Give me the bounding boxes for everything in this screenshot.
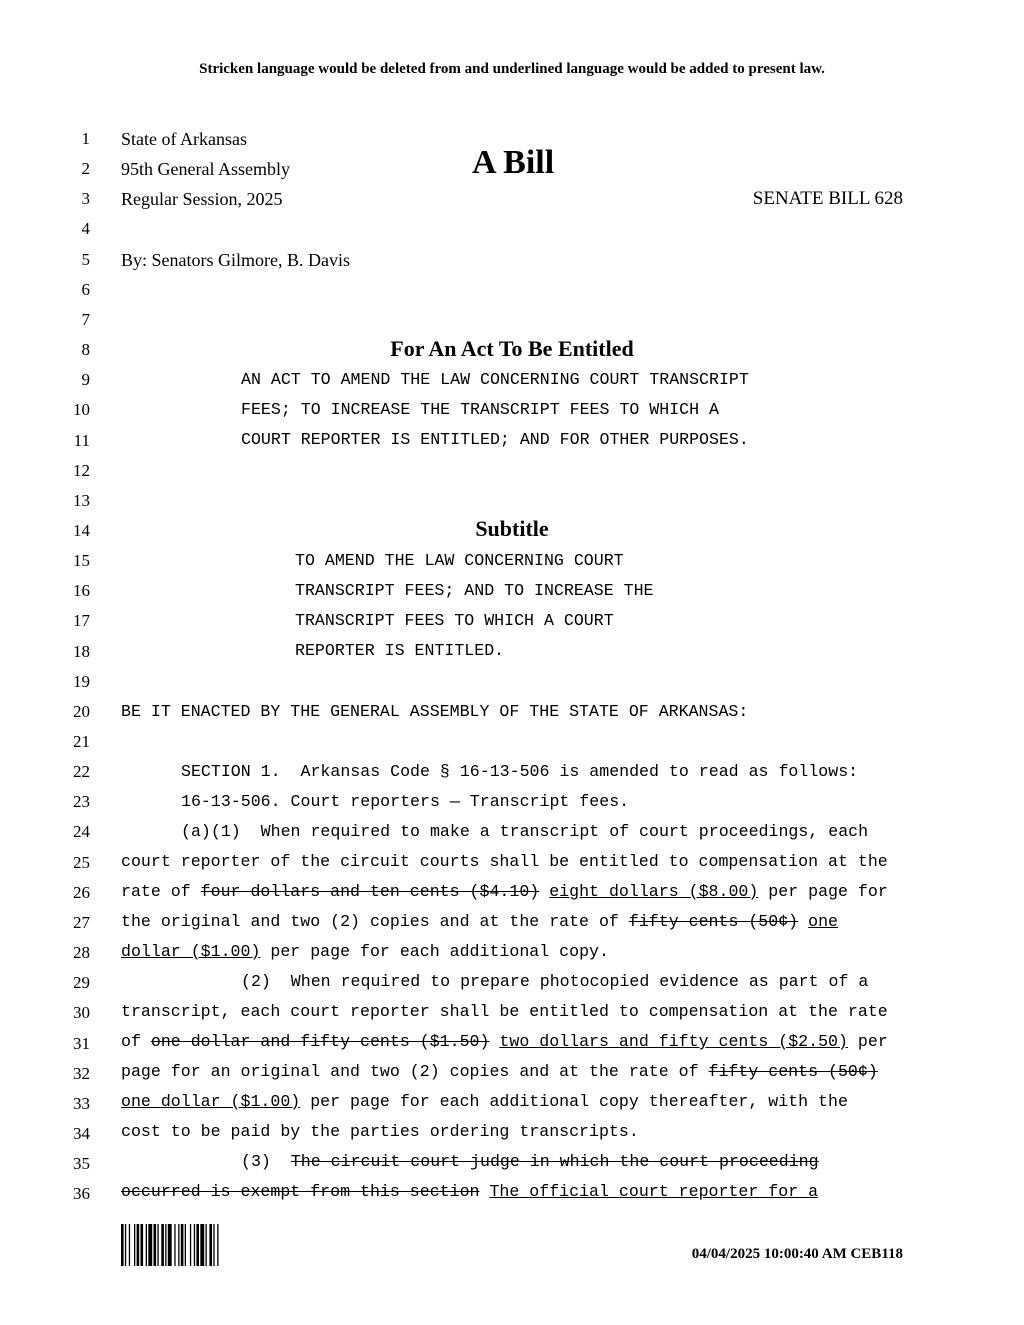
line-number: 9 (81, 370, 90, 390)
body-text: page for an original and two (2) copies and at the rate of (121, 1062, 709, 1081)
line-number: 19 (73, 671, 90, 691)
body-line: (2) When required to prepare photocopied evidence as part of a (241, 972, 869, 991)
line-number: 27 (73, 912, 90, 932)
stricken-text: occurred is exempt from this section (121, 1182, 480, 1201)
stricken-text: The circuit court judge in which the court proceeding (290, 1152, 819, 1171)
stricken-text: fifty cents (50¢) (628, 912, 799, 931)
line-number: 13 (73, 490, 90, 510)
body-line (121, 937, 609, 967)
body-line (241, 1147, 819, 1177)
barcode-bar (185, 1224, 186, 1266)
body-text: per page for (758, 882, 888, 901)
barcode-bar (161, 1224, 164, 1266)
body-line (121, 1087, 848, 1117)
line-number: 25 (73, 852, 90, 872)
body-text: (3) (241, 1152, 291, 1171)
barcode-bar (134, 1224, 135, 1266)
line-number: 34 (73, 1123, 90, 1143)
added-text: one dollar ($1.00) (121, 1092, 301, 1111)
barcode-bar (157, 1224, 158, 1266)
line-number: 24 (73, 822, 90, 842)
barcode-bar (213, 1224, 214, 1266)
line-number: 26 (73, 882, 90, 902)
subtitle-line: REPORTER IS ENTITLED. (295, 641, 505, 660)
body-line (121, 1027, 888, 1057)
body-text: of (121, 1032, 151, 1051)
enacting-clause: BE IT ENACTED BY THE GENERAL ASSEMBLY OF THE STATE OF ARKANSAS: (121, 702, 749, 721)
stricken-text: four dollars and ten cents ($4.10) (200, 882, 540, 901)
body-line (121, 1177, 818, 1207)
barcode-bar (206, 1224, 207, 1266)
body-line: (a)(1) When required to make a transcript of court proceedings, each (181, 822, 869, 841)
line-number: 30 (73, 1003, 90, 1023)
line-number: 8 (81, 340, 90, 360)
line-number: 22 (73, 762, 90, 782)
document-title: A Bill (472, 144, 555, 181)
line-number: 14 (73, 520, 90, 540)
body-text: rate of (121, 882, 201, 901)
amendment-notice: Stricken language would be deleted from and underlined language would be added to present law. (199, 61, 825, 77)
bill-number: SENATE BILL 628 (752, 188, 903, 209)
body-line: court reporter of the circuit courts shall be entitled to compensation at the (121, 852, 888, 871)
line-number: 28 (73, 943, 90, 963)
barcode-bar (165, 1224, 166, 1266)
barcode-bar (196, 1224, 199, 1266)
subtitle-line: TRANSCRIPT FEES; AND TO INCREASE THE (295, 581, 654, 600)
barcode-bar (194, 1224, 195, 1266)
barcode-bar (200, 1224, 204, 1266)
line-number: 32 (73, 1063, 90, 1083)
stricken-text: fifty cents (50¢) (708, 1062, 878, 1081)
body-line: cost to be paid by the parties ordering transcripts. (121, 1122, 639, 1141)
act-title-line: COURT REPORTER IS ENTITLED; AND FOR OTHER PURPOSES. (241, 430, 749, 449)
line-number: 2 (81, 159, 90, 179)
body-line (121, 1057, 878, 1087)
stricken-text: one dollar and fifty cents ($1.50) (150, 1032, 490, 1051)
line-number: 7 (81, 309, 90, 329)
act-heading: For An Act To Be Entitled (390, 336, 634, 361)
barcode-bar (146, 1224, 147, 1266)
code-section-title: 16-13-506. Court reporters — Transcript fees. (181, 792, 630, 811)
line-number: 12 (73, 460, 90, 480)
added-text: one (808, 912, 838, 931)
line-number: 6 (81, 279, 90, 299)
barcode-bar (168, 1224, 172, 1266)
barcode-bar (190, 1224, 191, 1266)
barcode-bar (141, 1224, 144, 1266)
body-text (479, 1182, 489, 1201)
line-number: 23 (73, 792, 90, 812)
line-number: 35 (73, 1154, 90, 1174)
body-text: the original and two (2) copies and at the rate of (121, 912, 629, 931)
line-number: 18 (73, 641, 90, 661)
line-number: 1 (81, 129, 90, 148)
added-text: two dollars and fifty cents ($2.50) (499, 1032, 848, 1051)
line-number: 11 (73, 430, 90, 450)
added-text: The official court reporter for a (489, 1182, 819, 1201)
line-number: 5 (81, 249, 90, 269)
line-number: 33 (73, 1093, 90, 1113)
body-text (798, 912, 808, 931)
barcode-bar (174, 1224, 175, 1266)
body-text: per (847, 1032, 888, 1051)
barcode-icon (121, 1224, 249, 1266)
line-number: 29 (73, 973, 90, 993)
general-assembly: 95th General Assembly (121, 159, 290, 179)
added-text: eight dollars ($8.00) (549, 882, 759, 901)
body-text: per page for each additional copy thereafter, with the (300, 1092, 848, 1111)
session-label: Regular Session, 2025 (121, 189, 283, 209)
body-text (489, 1032, 499, 1051)
state-name: State of Arkansas (121, 129, 247, 149)
subtitle-line: TO AMEND THE LAW CONCERNING COURT (295, 551, 624, 570)
body-text: per page for each additional copy. (260, 942, 609, 961)
body-text (539, 882, 549, 901)
barcode-bar (154, 1224, 157, 1266)
barcode-bar (137, 1224, 140, 1266)
act-title-line: FEES; TO INCREASE THE TRANSCRIPT FEES TO WHICH A (241, 400, 719, 419)
line-number: 4 (81, 219, 90, 239)
line-number: 31 (73, 1033, 90, 1053)
document-timestamp: 04/04/2025 10:00:40 AM CEB118 (691, 1246, 903, 1262)
sponsors: By: Senators Gilmore, B. Davis (121, 250, 350, 270)
barcode-bar (121, 1224, 124, 1266)
subtitle-heading: Subtitle (475, 516, 549, 541)
line-number: 16 (73, 581, 90, 601)
line-number: 17 (73, 611, 90, 631)
added-text: dollar ($1.00) (121, 942, 261, 961)
body-line (121, 877, 888, 907)
barcode-bar (178, 1224, 179, 1266)
barcode-bar (129, 1224, 130, 1266)
line-number: 3 (81, 189, 90, 209)
line-number: 21 (73, 732, 90, 751)
barcode-bar (125, 1224, 126, 1266)
barcode-bar (181, 1224, 184, 1266)
barcode-bar (148, 1224, 152, 1266)
barcode-bar (217, 1224, 218, 1266)
body-line: transcript, each court reporter shall be entitled to compensation at the rate (121, 1002, 888, 1021)
section-heading: SECTION 1. Arkansas Code § 16-13-506 is amended to read as follows: (181, 762, 859, 781)
act-title-line: AN ACT TO AMEND THE LAW CONCERNING COURT TRANSCRIPT (241, 370, 749, 389)
line-number: 20 (73, 701, 90, 721)
subtitle-line: TRANSCRIPT FEES TO WHICH A COURT (295, 611, 614, 630)
body-line (121, 907, 838, 937)
line-number: 36 (73, 1184, 90, 1204)
barcode-bar (209, 1224, 212, 1266)
line-number: 10 (73, 400, 90, 420)
line-number: 15 (73, 551, 90, 571)
